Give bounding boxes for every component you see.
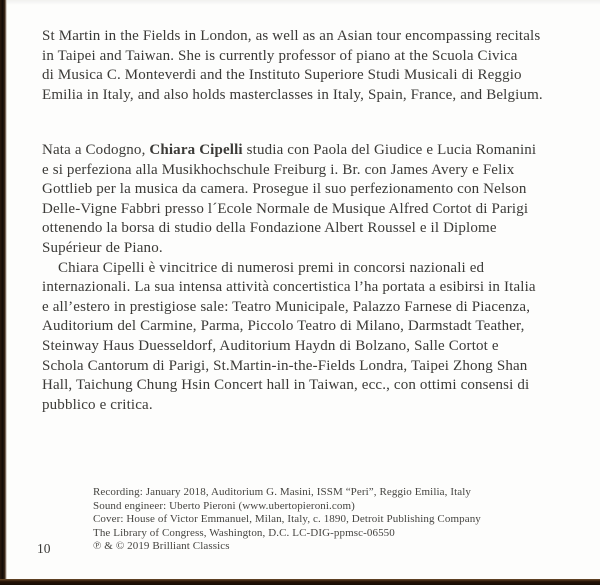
credit-line-cover: Cover: House of Victor Emmanuel, Milan, Italy, c. 1890, Detroit Publishing Company bbox=[93, 513, 481, 526]
text-line: internazionali. La sua intensa attività concertistica l’ha portata a esibirsi in Italia bbox=[42, 279, 536, 296]
page-number: 10 bbox=[37, 541, 51, 556]
paragraph-english-bio bbox=[42, 27, 582, 105]
text-line: Hall, Taichung Chung Hsin Concert hall in Taiwan, ecc., con ottimi consensi di bbox=[42, 377, 530, 394]
text-line: Steinway Haus Duesseldorf, Auditorium Haydn di Bolzano, Salle Cortot e bbox=[42, 337, 499, 354]
text-line: Gottlieb per la musica da camera. Prosegue il suo perfezionamento con Nelson bbox=[42, 181, 527, 198]
scan-edge-left bbox=[0, 0, 7, 585]
text-line: Delle-Vigne Fabbri presso l´Ecole Normale de Musique Alfred Cortot di Parigi bbox=[42, 200, 529, 217]
text-line: Chiara Cipelli è vincitrice di numerosi premi in concorsi nazionali ed bbox=[58, 259, 485, 276]
text-line: Schola Cantorum di Parigi, St.Martin-in-the-Fields Londra, Taipei Zhong Shan bbox=[42, 357, 528, 374]
artist-name: Chiara Cipelli bbox=[149, 142, 243, 158]
text-line: Emilia in Italy, and also holds masterclasses in Italy, Spain, France, and Belgium. bbox=[42, 86, 543, 103]
text-line: e si perfeziona alla Musikhochschule Freiburg i. Br. con James Avery e Felix bbox=[42, 161, 515, 178]
text-line: Supérieur de Piano. bbox=[42, 239, 163, 256]
credit-line-library: The Library of Congress, Washington, D.C. LC-DIG-ppmsc-06550 bbox=[93, 526, 395, 539]
text-line bbox=[42, 141, 582, 161]
credit-line-recording: Recording: January 2018, Auditorium G. Masini, ISSM “Peri”, Reggio Emilia, Italy bbox=[93, 486, 471, 498]
text-line: ottenendo la borsa di studio della Fondazione Albert Roussel e il Diplome bbox=[42, 220, 497, 237]
paragraph-italian-bio bbox=[42, 141, 582, 415]
credit-line-copyright: ℗ & © 2019 Brilliant Classics bbox=[93, 540, 230, 553]
scan-edge-bottom bbox=[0, 579, 600, 585]
text-span: studia con Paola del Giudice e Lucia Romanini bbox=[242, 142, 537, 158]
text-line: St Martin in the Fields in London, as well as an Asian tour encompassing recitals bbox=[42, 28, 541, 44]
text-span: Nata a Codogno, bbox=[42, 142, 150, 158]
text-line: in Taipei and Taiwan. She is currently professor of piano at the Scuola Civica bbox=[42, 47, 518, 64]
text-line: Auditorium del Carmine, Parma, Piccolo Teatro di Milano, Darmstadt Teather, bbox=[42, 318, 525, 335]
credits-block bbox=[93, 486, 481, 554]
text-line: di Musica C. Monteverdi and the Instituto Superiore Studi Musicali di Reggio bbox=[42, 67, 522, 84]
text-line: pubblico e critica. bbox=[42, 396, 153, 413]
text-line: e all’estero in prestigiose sale: Teatro Municipale, Palazzo Farnese di Piacenza, bbox=[42, 298, 531, 315]
credit-line-sound-engineer: Sound engineer: Uberto Pieroni (www.ubertopieroni.com) bbox=[93, 499, 355, 512]
